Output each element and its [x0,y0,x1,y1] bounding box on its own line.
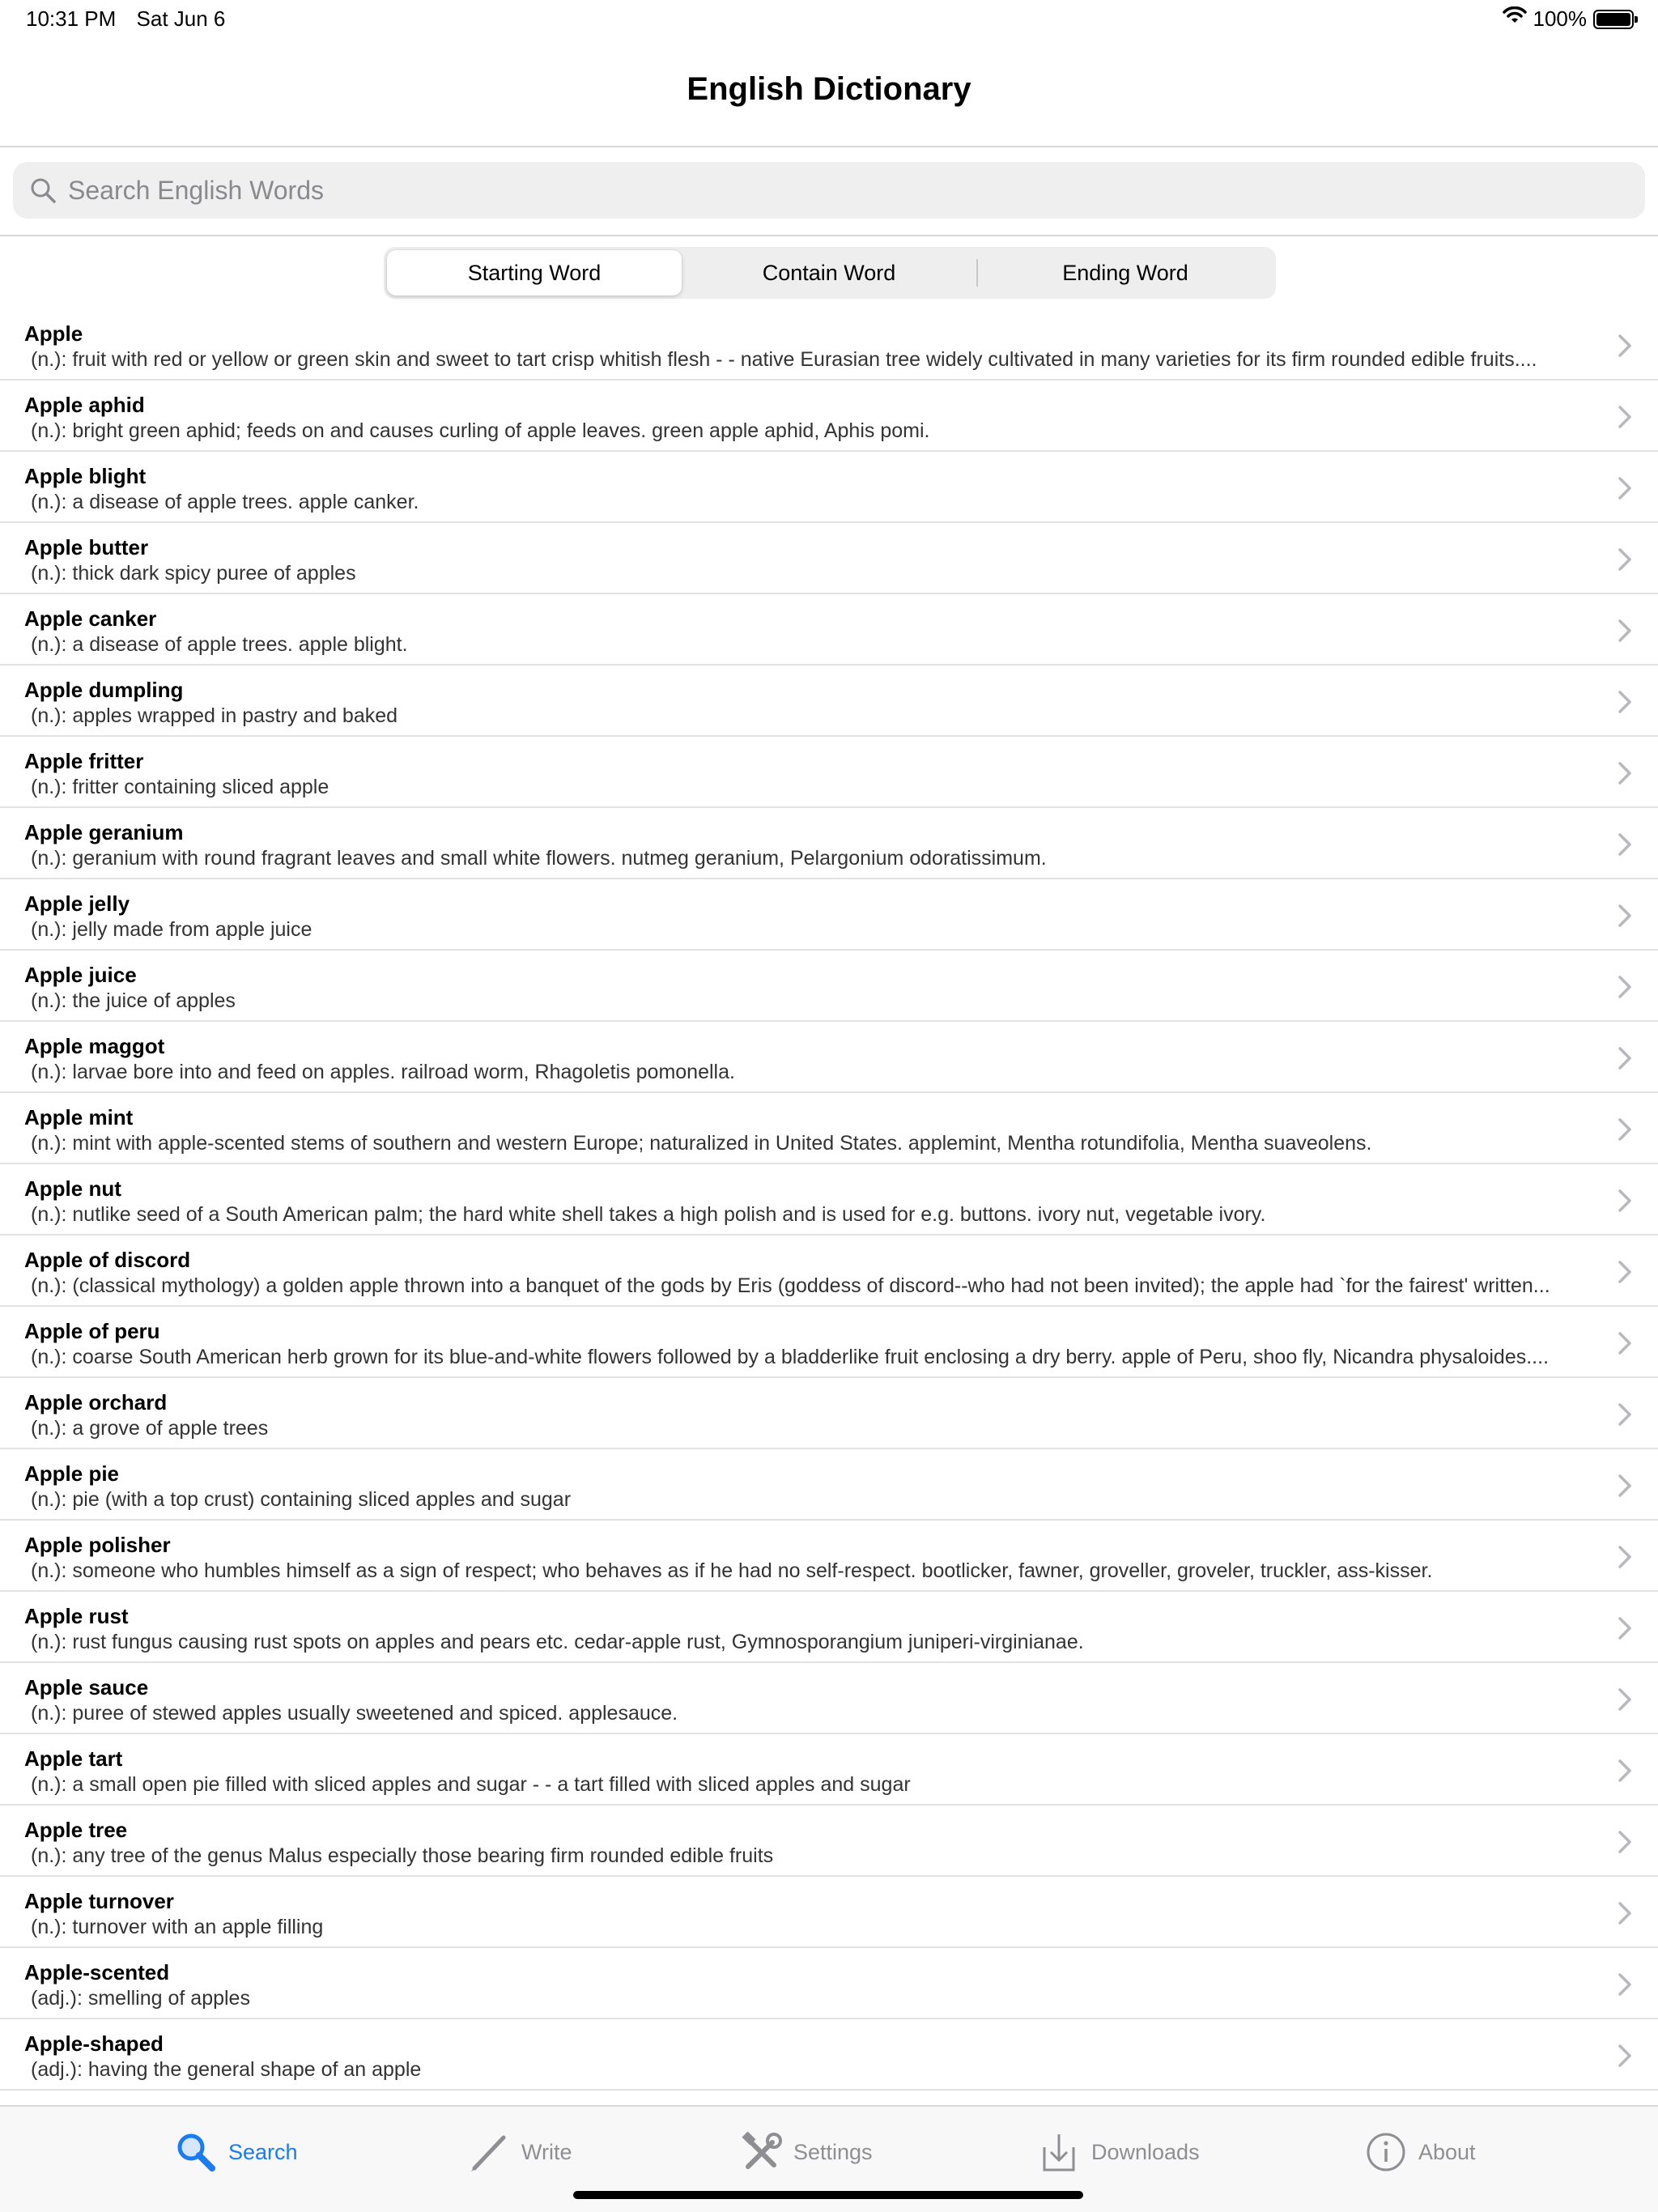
word-definition: (n.): mint with apple-scented stems of southern and western Europe; naturalized in United States. applemint, Mentha rotundifolia, Mentha suaveolens. [31,1132,1372,1155]
chevron-right-icon [1616,334,1634,358]
chevron-right-icon [1616,476,1634,500]
word-definition: (n.): fruit with red or yellow or green skin and sweet to tart crisp whitish flesh - - native Eurasian tree widely cultivated in many varieties for its firm rounded edible fruits.... [31,348,1537,371]
chevron-right-icon [1616,1260,1634,1284]
chevron-right-icon [1616,1117,1634,1142]
status-bar [0,0,1658,39]
word-title: Apple-scented [24,1960,170,1984]
list-item[interactable] [0,1521,1658,1592]
tab-settings[interactable] [740,2128,873,2176]
word-definition: (n.): any tree of the genus Malus especially those bearing firm rounded edible fruits [31,1844,774,1867]
word-definition: (n.): nutlike seed of a South American palm; the hard white shell takes a high polish and is used for e.g. buttons. ivory nut, vegetable ivory. [31,1203,1266,1226]
word-title: Apple geranium [24,820,184,844]
word-definition: (n.): a disease of apple trees. apple canker. [31,491,419,513]
chevron-right-icon [1616,1972,1634,1997]
word-definition: (n.): geranium with round fragrant leaves and small white flowers. nutmeg geranium, Pelargonium odoratissimum. [31,847,1047,870]
list-item[interactable] [0,1663,1658,1734]
word-title: Apple tree [24,1818,128,1842]
wifi-icon [1503,6,1527,32]
search-icon [26,173,60,207]
tools-icon [740,2131,782,2173]
list-item[interactable] [0,737,1658,808]
tab-search[interactable] [175,2128,298,2176]
word-definition: (n.): bright green aphid; feeds on and causes curling of apple leaves. green apple aphid, Aphis pomi. [31,419,930,442]
list-item[interactable] [0,523,1658,594]
list-item[interactable] [0,309,1658,381]
list-item[interactable] [0,808,1658,879]
word-definition: (adj.): having the general shape of an apple [31,2058,422,2081]
chevron-right-icon [1616,1687,1634,1712]
chevron-right-icon [1616,619,1634,643]
word-definition: (n.): turnover with an apple filling [31,1916,324,1938]
word-title: Apple of discord [24,1248,191,1272]
word-title: Apple turnover [24,1889,174,1913]
list-item[interactable] [0,879,1658,951]
home-indicator [573,2191,1083,2199]
chevron-right-icon [1616,1402,1634,1427]
chevron-right-icon [1616,1616,1634,1640]
segment-contain-word[interactable] [682,250,976,296]
list-item[interactable] [0,381,1658,452]
word-definition: (n.): larvae bore into and feed on apples. railroad worm, Rhagoletis pomonella. [31,1061,735,1083]
word-title: Apple tart [24,1746,123,1771]
word-title: Apple mint [24,1105,134,1129]
list-item[interactable] [0,1236,1658,1307]
word-title: Apple aphid [24,393,145,417]
list-item[interactable] [0,1164,1658,1236]
tab-about[interactable] [1365,2128,1476,2176]
word-definition: (n.): someone who humbles himself as a sign of respect; who behaves as if he had no self-respect. bootlicker, fawner, groveller, groveler, truckler, ass-kisser. [31,1559,1433,1582]
word-definition: (n.): puree of stewed apples usually sweetened and spiced. applesauce. [31,1702,678,1725]
word-definition: (n.): a small open pie filled with sliced apples and sugar - - a tart filled with sliced apples and sugar [31,1773,911,1796]
word-title: Apple maggot [24,1034,165,1058]
word-definition: (n.): a disease of apple trees. apple blight. [31,633,408,656]
word-title: Apple jelly [24,891,130,916]
segment-label: Contain Word [762,260,896,285]
chevron-right-icon [1616,1545,1634,1569]
segment-label: Starting Word [467,260,602,285]
list-item[interactable] [0,1592,1658,1663]
search-icon [175,2131,217,2173]
search-input[interactable] [68,176,1606,206]
list-item[interactable] [0,1877,1658,1948]
chevron-right-icon [1616,1331,1634,1355]
list-item[interactable] [0,1449,1658,1521]
word-title: Apple [24,321,83,346]
word-title: Apple nut [24,1176,121,1201]
word-definition: (n.): coarse South American herb grown for its blue-and-white flowers followed by a bladderlike fruit enclosing a dry berry. apple of Peru, shoo fly, Nicandra physaloides.... [31,1346,1550,1368]
chevron-right-icon [1616,690,1634,714]
chevron-right-icon [1616,975,1634,999]
word-definition: (n.): jelly made from apple juice [31,918,312,941]
tab-label: Write [521,2139,572,2164]
word-title: Apple blight [24,464,147,488]
word-title: Apple pie [24,1461,120,1486]
word-title: Apple-shaped [24,2031,164,2056]
chevron-right-icon [1616,1046,1634,1070]
list-item[interactable] [0,452,1658,523]
chevron-right-icon [1616,2044,1634,2068]
tab-label: Search [228,2139,298,2164]
list-item[interactable] [0,594,1658,666]
status-right [1503,6,1635,32]
word-title: Apple dumpling [24,678,184,702]
chevron-right-icon [1616,832,1634,857]
word-title: Apple of peru [24,1319,160,1343]
status-left [26,6,240,32]
tab-label: Downloads [1091,2139,1200,2164]
info-icon [1365,2131,1407,2173]
results-list [0,309,1658,2091]
chevron-right-icon [1616,1474,1634,1498]
word-title: Apple polisher [24,1533,171,1557]
list-item[interactable] [0,951,1658,1022]
word-title: Apple juice [24,963,137,987]
list-item[interactable] [0,1806,1658,1877]
pencil-icon [468,2131,510,2173]
search-mode-segmented-control [384,247,1276,299]
word-title: Apple canker [24,606,157,631]
list-item[interactable] [0,1734,1658,1806]
segment-label: Ending Word [1062,260,1188,285]
chevron-right-icon [1616,1189,1634,1213]
chevron-right-icon [1616,547,1634,572]
segment-ending-word[interactable] [978,250,1273,296]
tab-downloads[interactable] [1038,2128,1200,2176]
word-definition: (n.): pie (with a top crust) containing sliced apples and sugar [31,1488,572,1511]
chevron-right-icon [1616,1830,1634,1854]
word-title: Apple rust [24,1604,129,1628]
list-item[interactable] [0,2019,1658,2091]
list-item[interactable] [0,1307,1658,1378]
search-bar[interactable] [13,162,1645,219]
list-item[interactable] [0,1022,1658,1093]
status-date: Sat Jun 6 [136,6,226,31]
chevron-right-icon [1616,1901,1634,1925]
word-title: Apple fritter [24,749,144,773]
word-definition: (n.): (classical mythology) a golden apple thrown into a banquet of the gods by Eris (goddess of discord--who had not been invited); the apple had `for the fairest' written... [31,1274,1550,1297]
segment-starting-word[interactable] [387,250,682,296]
word-definition: (n.): apples wrapped in pastry and baked [31,704,398,727]
list-item[interactable] [0,666,1658,737]
chevron-right-icon [1616,904,1634,928]
chevron-right-icon [1616,761,1634,785]
word-definition: (n.): the juice of apples [31,989,236,1012]
search-divider [0,235,1658,236]
word-definition: (n.): a grove of apple trees [31,1417,269,1440]
word-definition: (n.): rust fungus causing rust spots on apples and pears etc. cedar-apple rust, Gymnosporangium juniperi-virginianae. [31,1631,1084,1653]
word-definition: (adj.): smelling of apples [31,1987,250,2010]
list-item[interactable] [0,1093,1658,1164]
word-title: Apple sauce [24,1675,149,1699]
word-title: Apple butter [24,535,149,559]
page-title: English Dictionary [687,71,971,107]
tab-write[interactable] [468,2128,572,2176]
word-title: Apple orchard [24,1390,168,1414]
battery-percent: 100% [1533,6,1587,31]
list-item[interactable] [0,1378,1658,1449]
word-definition: (n.): fritter containing sliced apple [31,776,329,798]
chevron-right-icon [1616,405,1634,429]
list-item[interactable] [0,1948,1658,2019]
battery-icon [1593,10,1634,29]
chevron-right-icon [1616,1759,1634,1783]
tab-label: Settings [793,2139,873,2164]
tab-label: About [1418,2139,1476,2164]
status-time: 10:31 PM [26,6,117,31]
nav-divider [0,146,1658,147]
download-icon [1038,2131,1080,2173]
word-definition: (n.): thick dark spicy puree of apples [31,562,356,585]
